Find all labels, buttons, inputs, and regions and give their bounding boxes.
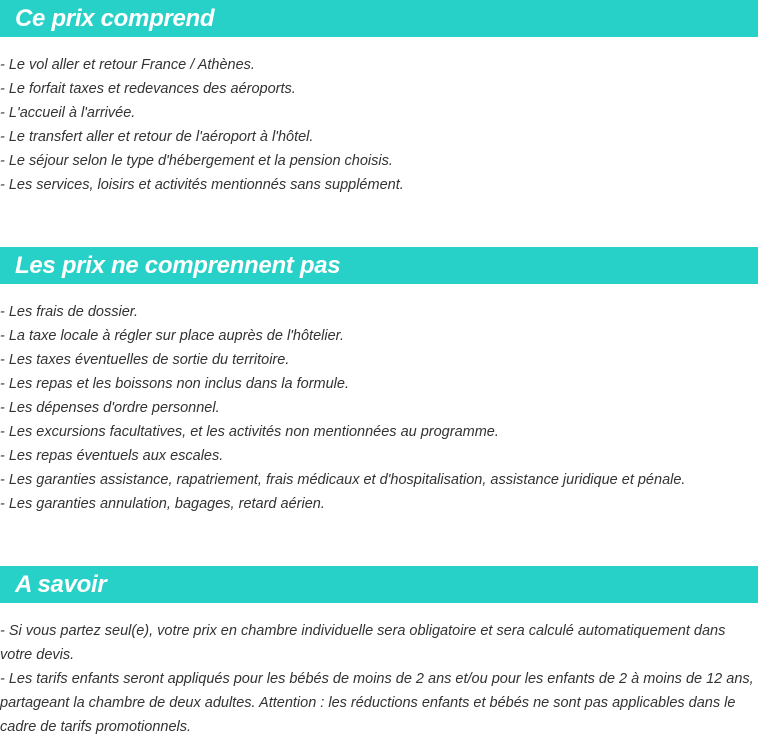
list-item: - Les excursions facultatives, et les activités non mentionnées au programme. — [0, 424, 499, 440]
list-item: - L'accueil à l'arrivée. — [0, 105, 136, 121]
list-item: - Les services, loisirs et activités mentionnés sans supplément. — [0, 177, 404, 193]
list-item: - Les repas et les boissons non inclus dans la formule. — [0, 376, 349, 392]
list-item: - Les garanties assistance, rapatriement, frais médicaux et d'hospitalisation, assistance juridique et pénale. — [0, 472, 686, 488]
list-item: - Les frais de dossier. — [0, 304, 139, 320]
list-item: - Si vous partez seul(e), votre prix en chambre individuelle sera obligatoire et sera calculé automatiquement dans votre devis. — [0, 623, 726, 663]
list-item: - Les dépenses d'ordre personnel. — [0, 400, 220, 416]
section-header-good-to-know — [0, 566, 758, 603]
list-item: - Les repas éventuels aux escales. — [0, 448, 224, 464]
section-title: Ce prix comprend — [15, 4, 215, 32]
section-title: Les prix ne comprennent pas — [15, 251, 341, 279]
list-item: - Le forfait taxes et redevances des aéroports. — [0, 81, 296, 97]
list-item: - Les garanties annulation, bagages, retard aérien. — [0, 496, 325, 512]
section-header-price-excludes — [0, 247, 758, 284]
section-title: A savoir — [15, 570, 107, 598]
list-item: - Les taxes éventuelles de sortie du territoire. — [0, 352, 290, 368]
price-includes-list — [0, 53, 756, 197]
list-item: - Le vol aller et retour France / Athènes. — [0, 57, 255, 73]
good-to-know-list — [0, 619, 756, 739]
list-item: - Le séjour selon le type d'hébergement et la pension choisis. — [0, 153, 393, 169]
section-header-price-includes — [0, 0, 758, 37]
price-excludes-list — [0, 300, 756, 516]
list-item: - La taxe locale à régler sur place auprès de l'hôtelier. — [0, 328, 344, 344]
list-item: - Les tarifs enfants seront appliqués pour les bébés de moins de 2 ans et/ou pour les enfants de 2 à moins de 12 ans, partageant la chambre de deux adultes. Attention : les réductions enfants et bébés ne sont pas applicables dans le cadre de tarifs promotionnels. — [0, 671, 754, 735]
list-item: - Le transfert aller et retour de l'aéroport à l'hôtel. — [0, 129, 314, 145]
